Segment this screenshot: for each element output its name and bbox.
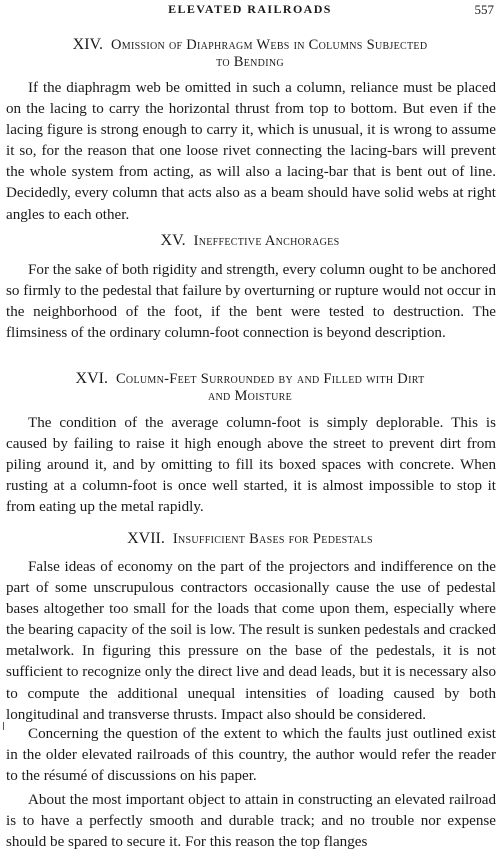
section-title-line2: and Moisture [207,388,292,404]
section-heading-xvi [0,370,500,388]
section-heading-xvii [0,530,500,548]
running-head [0,2,500,18]
section-heading-xiv-cont [0,54,500,71]
section-paragraph-xvii: False ideas of economy on the part of the projectors and indifference on the part of some unscrupulous contractors occasionally cause the use of pedestal bases altogether too small for the loads that come upon them, especially where the bearing capacity of the soil is low. The result is sunken pedestals and cracked metalwork. In figuring this pressure on the base of the pedestals, it is not sufficient to recognize only the direct live and dead leads, but it is necessary also to compute the additional unequal intensities of loading caused by both longitudinal and transverse thrusts. Impact also should be considered. [6,559,496,723]
section-number: XVI. [75,370,108,387]
section-title-line1: Omission of Diaphragm Webs in Columns Subjected [111,37,428,53]
section-heading-xvi-cont [0,388,500,405]
section-title-line2: to Bending [216,54,284,70]
section-heading-xiv [0,36,500,54]
closing-paragraph-1: Concerning the question of the extent to which the faults just outlined exist in the older elevated railroads of this country, the author would refer the reader to the résumé of discussions on his paper. [6,726,496,785]
section-number: XV. [160,232,186,249]
section-number: XVII. [127,530,165,547]
margin-mark [3,722,4,730]
section-heading-xv [0,232,500,250]
running-title: ELEVATED RAILROADS [168,2,332,16]
section-paragraph-xvi: The condition of the average column-foot is simply deplorable. This is caused by failing to raise it high enough above the street to prevent dirt from piling around it, and by omitting to fill its boxed spaces with concrete. When rusting at a column-foot is once well started, it is almost impossible to stop it from eating up the metal rapidly. [6,415,496,516]
section-number: XIV. [72,36,104,53]
section-title-line1: Column-Feet Surrounded by and Filled with Dirt [115,371,425,387]
section-title-line1: Insufficient Bases for Pedestals [172,531,373,547]
section-paragraph-xiv: If the diaphragm web be omitted in such a column, reliance must be placed on the lacing to carry the horizontal thrust from top to bottom. But even if the lacing figure is strong enough to carry it, which is unusual, it is wrong to assume it so, for the reason that one loose rivet connecting the lacing-bars will prevent the whole system from acting, as will also a lacing-bar that is bent out of line. Decidedly, every column that acts also as a beam should have solid webs at right angles to each other. [6,80,496,223]
page-number: 557 [474,2,494,17]
section-title-line1: Ineffective Anchorages [193,233,340,249]
closing-paragraph-2: About the most important object to attain in constructing an elevated railroad is to have a perfectly smooth and durable track; and no trouble nor expense should be spared to secure it. For this reason the top flanges [6,792,496,851]
section-paragraph-xv: For the sake of both rigidity and strength, every column ought to be anchored so firmly to the pedestal that failure by overturning or rupture would not occur in the neighborhood of the foot, if the bent were tested to destruction. The flimsiness of the ordinary column-foot connection is beyond description. [6,262,496,342]
